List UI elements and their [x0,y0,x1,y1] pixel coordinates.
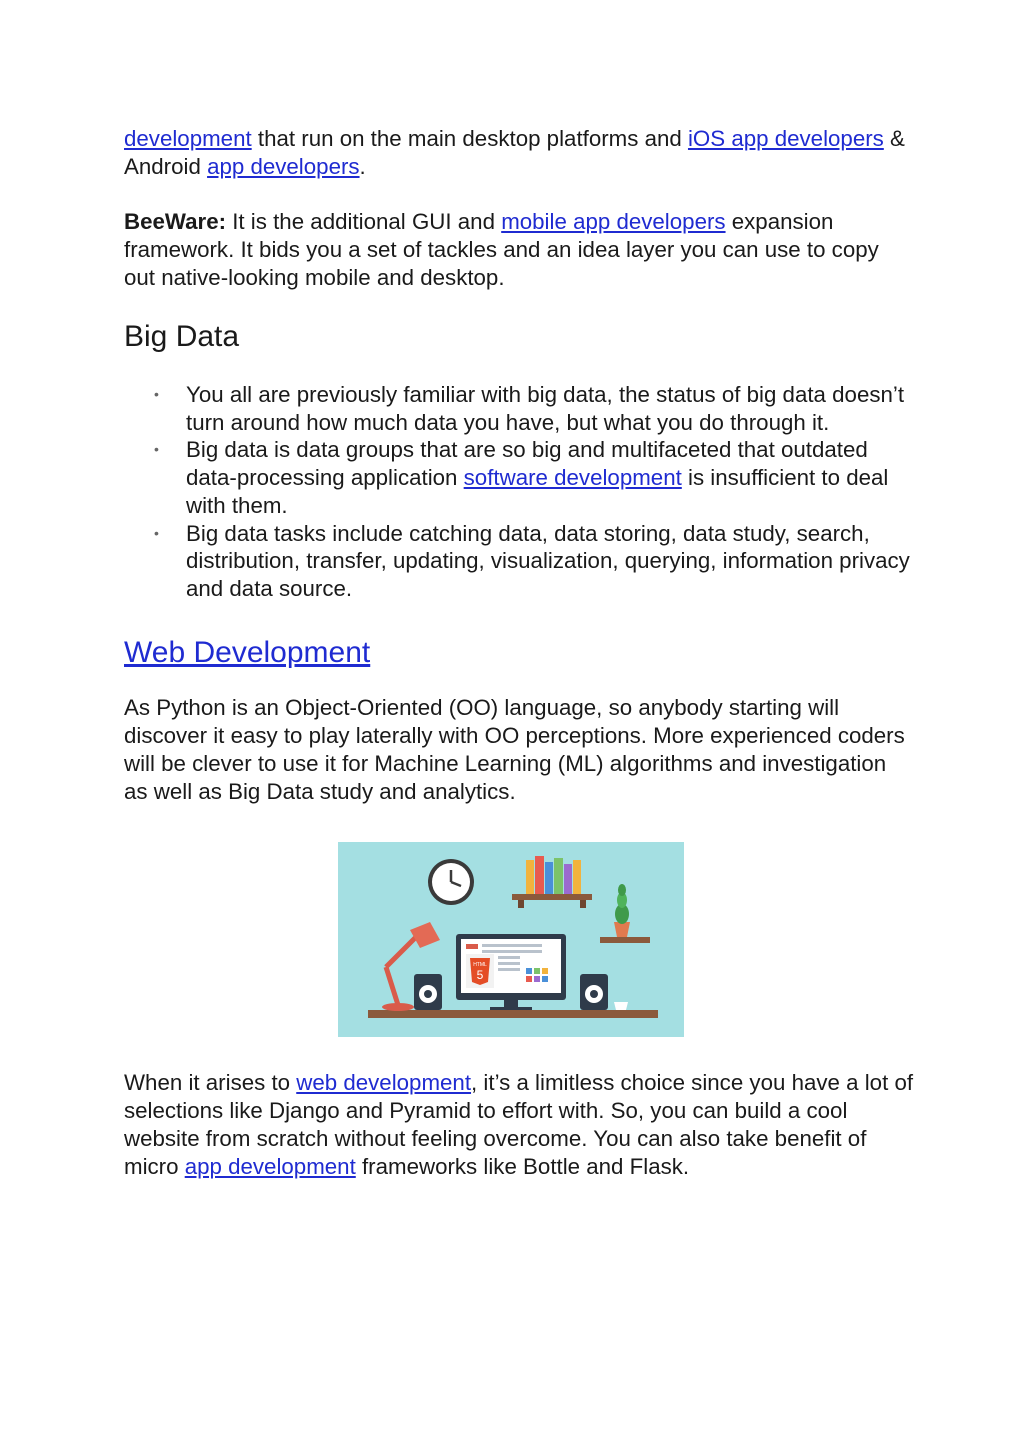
web-development-illustration [338,842,684,1037]
text: . [359,154,366,179]
link-heading-web-development[interactable]: Web Development [124,635,371,669]
text: is insufficient to deal with them. [186,465,889,518]
text: that run on the main desktop platforms and [251,126,688,151]
html5-number: 5 [476,967,484,982]
paragraph-beeware [124,208,914,292]
list-item [154,381,914,436]
text: Big data is data groups that are so big and multifaceted that outdated data-processing application [186,437,868,491]
speaker-left-icon [414,974,442,1010]
paragraph-intro [124,125,914,181]
speaker-right-icon [580,974,608,1010]
text: You all are previously familiar with big data, the status of big data doesn’t turn around how much data you have, but what you do through it. [186,382,905,435]
text: It is the additional GUI and [226,209,502,234]
link-ios-app-developers[interactable]: iOS app developers [687,126,884,151]
text: When it arises to [124,1069,297,1095]
bullet-icon: • [154,441,159,458]
bullet-icon: • [154,524,159,541]
link-development[interactable]: development [124,126,252,151]
cup-icon [614,1002,628,1010]
html5-badge: HTML [473,961,487,968]
text: expansion framework. It bids you a set of tackles and an idea layer you can use to copy out native-looking mobile and desktop. [124,209,879,290]
monitor-icon [456,934,566,1010]
list-item [154,520,914,603]
text: & Android [124,126,905,179]
link-mobile-app-developers[interactable]: mobile app developers [501,209,726,234]
link-app-developers[interactable]: app developers [207,154,360,179]
paragraph-web-dev [124,1069,914,1181]
desk [368,1010,658,1018]
text: Big data tasks include catching data, data storing, data study, search, distribution, transfer, updating, visualization, querying, information privacy and data source. [186,520,910,601]
document-page [124,125,914,1181]
beeware-label: BeeWare: [124,209,227,234]
link-app-development[interactable]: app development [184,1153,356,1179]
link-web-development[interactable]: web development [296,1069,472,1095]
paragraph-python: As Python is an Object-Oriented (OO) language, so anybody starting will discover it easy to play laterally with OO perceptions. More experienced coders will be clever to use it for Machine Learning (ML) algorithms and investigation as well as Big Data study and analytics. [124,694,905,804]
text: , it’s a limitless choice since you have a lot of selections like Django and Pyramid to effort with. So, you can build a cool website from scratch without feeling overcome. You can also take benefit of micro [124,1069,914,1179]
heading-big-data: Big Data [124,320,240,353]
bullet-icon: • [154,386,159,402]
text: frameworks like Bottle and Flask. [355,1153,690,1179]
list-item [154,436,914,519]
workspace-illustration-svg [338,842,684,1037]
heading-web-development [124,635,914,671]
link-software-development[interactable]: software development [463,465,682,491]
big-data-list [124,381,914,603]
clock-icon [428,859,474,905]
